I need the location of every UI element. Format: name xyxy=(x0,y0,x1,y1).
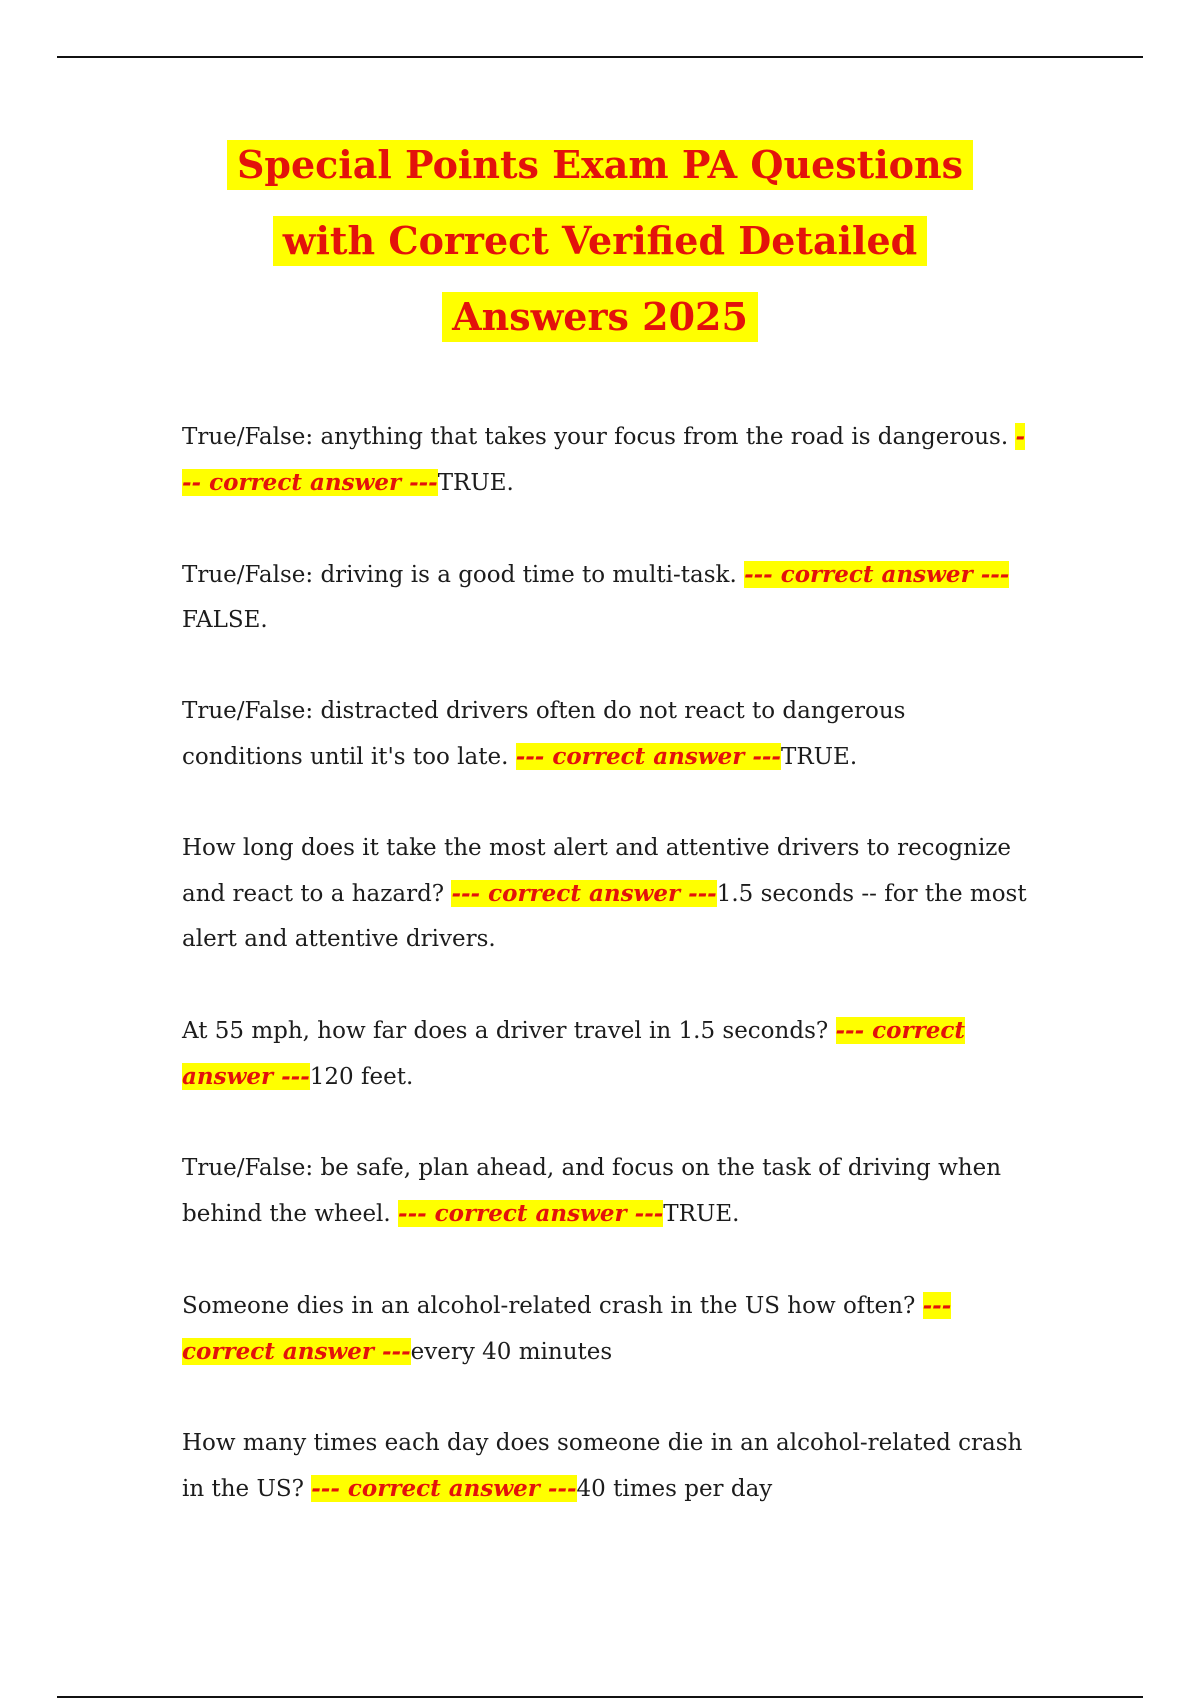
answer-marker: --- correct answer --- xyxy=(182,1292,952,1365)
question-text: Someone dies in an alcohol-related crash in the US how often? xyxy=(182,1293,923,1319)
question-text: True/False: be safe, plan ahead, and focus on the task of driving when behind the wheel. xyxy=(182,1155,1002,1227)
answer-text: FALSE. xyxy=(182,607,268,633)
question-text: True/False: anything that takes your focus from the road is dangerous. xyxy=(182,424,1016,450)
qa-item xyxy=(182,414,1032,506)
answer-marker: --- correct answer --- xyxy=(398,1200,664,1227)
question-text: True/False: distracted drivers often do not react to dangerous conditions until it's too late. xyxy=(182,698,906,770)
question-text: True/False: driving is a good time to multi-task. xyxy=(182,562,745,588)
question-text: How long does it take the most alert and attentive drivers to recognize and react to a hazard? xyxy=(182,835,1012,907)
answer-marker: --- correct answer --- xyxy=(182,423,1026,496)
answer-text: TRUE. xyxy=(437,470,514,496)
title-line-2-text: with Correct Verified Detailed xyxy=(273,216,927,266)
title-line-1 xyxy=(100,140,1100,190)
answer-marker: --- correct answer --- xyxy=(311,1475,577,1502)
qa-item xyxy=(182,1146,1032,1237)
qa-item xyxy=(182,689,1032,780)
answer-text: every 40 minutes xyxy=(410,1339,613,1365)
answer-text: TRUE. xyxy=(780,744,858,770)
title-line-3-text: Answers 2025 xyxy=(442,292,758,342)
title-line-2 xyxy=(100,216,1100,266)
title-line-3 xyxy=(100,292,1100,342)
question-text: At 55 mph, how far does a driver travel in 1.5 seconds? xyxy=(182,1018,836,1044)
answer-text: 120 feet. xyxy=(309,1064,414,1090)
bottom-rule xyxy=(57,1696,1143,1698)
answer-text: 1.5 seconds -- for the most alert and attentive drivers. xyxy=(182,881,1027,952)
answer-text: TRUE. xyxy=(663,1201,740,1227)
qa-list xyxy=(182,414,1032,1558)
qa-item xyxy=(182,1421,1032,1512)
qa-item xyxy=(182,1008,1032,1100)
question-text: How many times each day does someone die in an alcohol-related crash in the US? xyxy=(182,1430,1023,1502)
title-line-1-text: Special Points Exam PA Questions xyxy=(227,140,973,190)
answer-marker: --- correct answer --- xyxy=(744,561,1010,588)
qa-item xyxy=(182,552,1032,643)
qa-item xyxy=(182,1283,1032,1375)
top-rule xyxy=(57,56,1143,58)
qa-item xyxy=(182,826,1032,962)
answer-marker: --- correct answer --- xyxy=(182,1017,966,1090)
document-title xyxy=(100,140,1100,368)
answer-marker: --- correct answer --- xyxy=(515,743,781,770)
answer-marker: --- correct answer --- xyxy=(451,880,717,907)
answer-text: 40 times per day xyxy=(576,1476,773,1502)
